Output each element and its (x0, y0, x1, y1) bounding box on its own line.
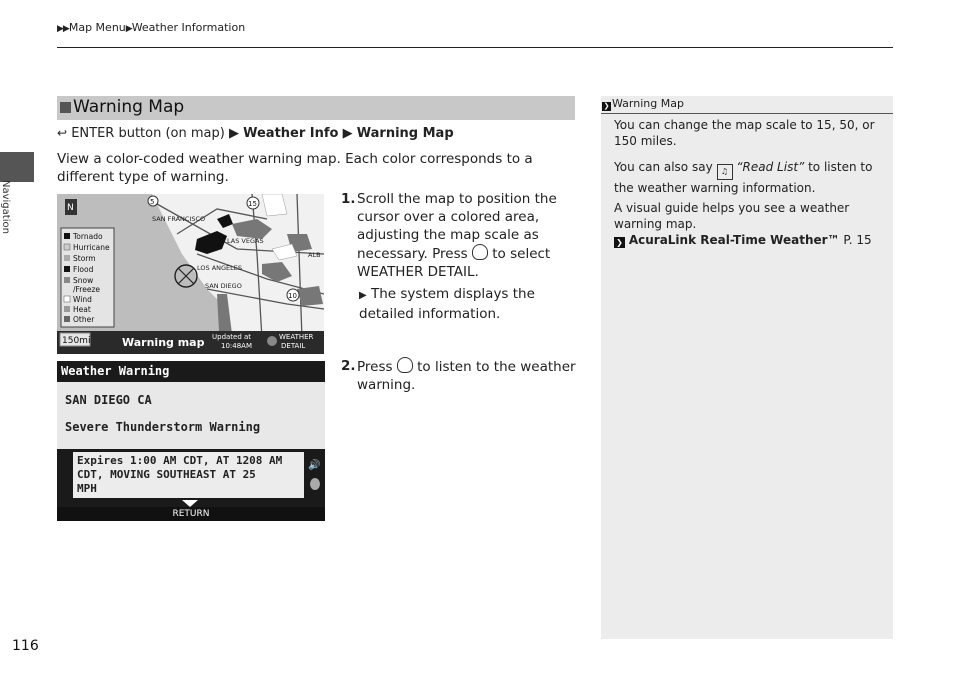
home-key-icon: ↩ (57, 126, 68, 140)
detail-line: Expires 1:00 AM CDT, AT 1208 AM (77, 454, 283, 467)
warning-type: Severe Thunderstorm Warning (65, 420, 261, 434)
path-arrow-icon: ▶ (342, 126, 353, 141)
scroll-down-icon[interactable] (182, 500, 198, 507)
interface-dial-icon (397, 357, 413, 373)
step-1-result-text: The system displays the detailed information. (359, 286, 535, 322)
map-scale[interactable]: 150mi (62, 336, 91, 346)
path-weather-info: Weather Info (243, 126, 339, 141)
city-alb: ALB (308, 251, 321, 259)
highway-5: 5 (150, 198, 155, 206)
highway-10: 10 (288, 292, 297, 300)
note-reference-link[interactable] (614, 232, 882, 248)
breadcrumb-arrow-icon: ▶▶ (57, 24, 69, 34)
step-1-part-a: Scroll the map to position the cursor over a colored area, adjusting the map scale as necessary. Press (357, 191, 557, 262)
link-arrow-icon: ❯ (614, 237, 625, 248)
weather-detail-button-line1[interactable]: WEATHER (279, 333, 314, 341)
step-number: 1. (341, 191, 356, 207)
breadcrumb-arrow-icon: ▶ (125, 24, 132, 34)
legend-heat: Heat (73, 305, 91, 314)
section-tab-marker (0, 152, 34, 182)
step-2-part-b: to listen to the weather warning. (357, 359, 576, 393)
detail-line: CDT, MOVING SOUTHEAST AT 25 (77, 468, 256, 481)
note-paragraph-1: You can change the map scale to 15, 50, or 150 miles. (614, 118, 875, 148)
highway-15: 15 (248, 200, 257, 208)
legend-hurricane: Hurricane (73, 243, 110, 252)
path-warning-map: Warning Map (356, 126, 454, 141)
step-1-weather-detail: WEATHER DETAIL (357, 264, 475, 280)
warning-map-graphic (57, 194, 324, 354)
interface-dial-icon (472, 244, 488, 260)
reference-page[interactable]: P. 15 (843, 233, 872, 247)
legend-storm: Storm (73, 254, 96, 263)
dial-icon (267, 336, 277, 346)
legend-other: Other (73, 315, 95, 324)
menu-path (57, 126, 454, 141)
city-los-angeles: LOS ANGELES (197, 264, 243, 272)
step-2-text (357, 357, 579, 394)
city-las-vegas: LAS VEGAS (227, 237, 264, 245)
updated-label: Updated at (212, 333, 252, 341)
breadcrumb-weather-information[interactable]: Weather Information (131, 21, 246, 34)
section-heading (57, 96, 575, 120)
note-p2-c: to listen to the weather warning information. (614, 160, 873, 195)
step-2-part-a: Press (357, 359, 393, 375)
map-title: Warning map (122, 336, 205, 349)
note-arrow-icon: ❯ (603, 102, 610, 110)
step-number: 2. (341, 358, 356, 374)
warning-detail-text (73, 452, 304, 498)
side-section-label: Navigation (0, 180, 11, 234)
side-note (601, 96, 893, 639)
warning-city: SAN DIEGO CA (65, 393, 152, 407)
city-san-francisco: SAN FRANCISCO (152, 215, 206, 223)
weather-detail-button-line2[interactable]: DETAIL (281, 342, 306, 350)
section-heading-text: Warning Map (73, 97, 185, 117)
step-1-text: Scroll the map to position the cursor over a colored area, adjusting the map scale as necessary. Press to select WEATHER DETAIL. (357, 191, 557, 280)
note-heading-text: Warning Map (612, 97, 684, 110)
legend-tornado: Tornado (73, 232, 103, 241)
note-paragraph-2 (614, 159, 882, 196)
legend-flood: Flood (73, 265, 94, 274)
legend-snow: Snow (73, 276, 94, 285)
speaker-icon[interactable]: 🔊 (308, 460, 321, 471)
updated-time: 10:48AM (221, 342, 253, 350)
warning-screen-title: Weather Warning (57, 361, 325, 382)
breadcrumb-map-menu[interactable]: Map Menu (68, 21, 126, 34)
step-1-part-b: to select (492, 246, 551, 262)
reference-title[interactable]: AcuraLink Real-Time Weather™ (628, 233, 840, 247)
intro-paragraph: View a color-coded weather warning map. Each color corresponds to a different type of warning. (57, 151, 533, 185)
header-divider (57, 47, 893, 48)
path-prefix: ENTER button (on map) (71, 126, 225, 141)
note-paragraph-3: A visual guide helps you see a weather warning map. (614, 201, 850, 231)
city-san-diego: SAN DIEGO (205, 282, 242, 290)
warning-map-screenshot (57, 194, 324, 354)
north-icon: N (67, 203, 74, 213)
breadcrumb (57, 21, 245, 34)
note-p2-a: You can also say (614, 160, 713, 174)
note-p2-command: “Read List” (736, 160, 805, 174)
heading-square-icon (60, 102, 71, 113)
page-number: 116 (12, 638, 39, 654)
legend-wind: Wind (73, 295, 92, 304)
path-arrow-icon: ▶ (228, 126, 239, 141)
return-button[interactable]: RETURN (57, 507, 325, 521)
legend-freeze: /Freeze (73, 285, 100, 294)
detail-line: MPH (77, 482, 97, 495)
step-1-result (359, 285, 581, 323)
note-heading (601, 96, 893, 114)
weather-warning-screenshot (57, 361, 325, 521)
dial-icon[interactable] (310, 478, 320, 490)
result-arrow-icon: ▶ (359, 290, 367, 301)
talk-button-icon: ♫ (717, 164, 733, 180)
